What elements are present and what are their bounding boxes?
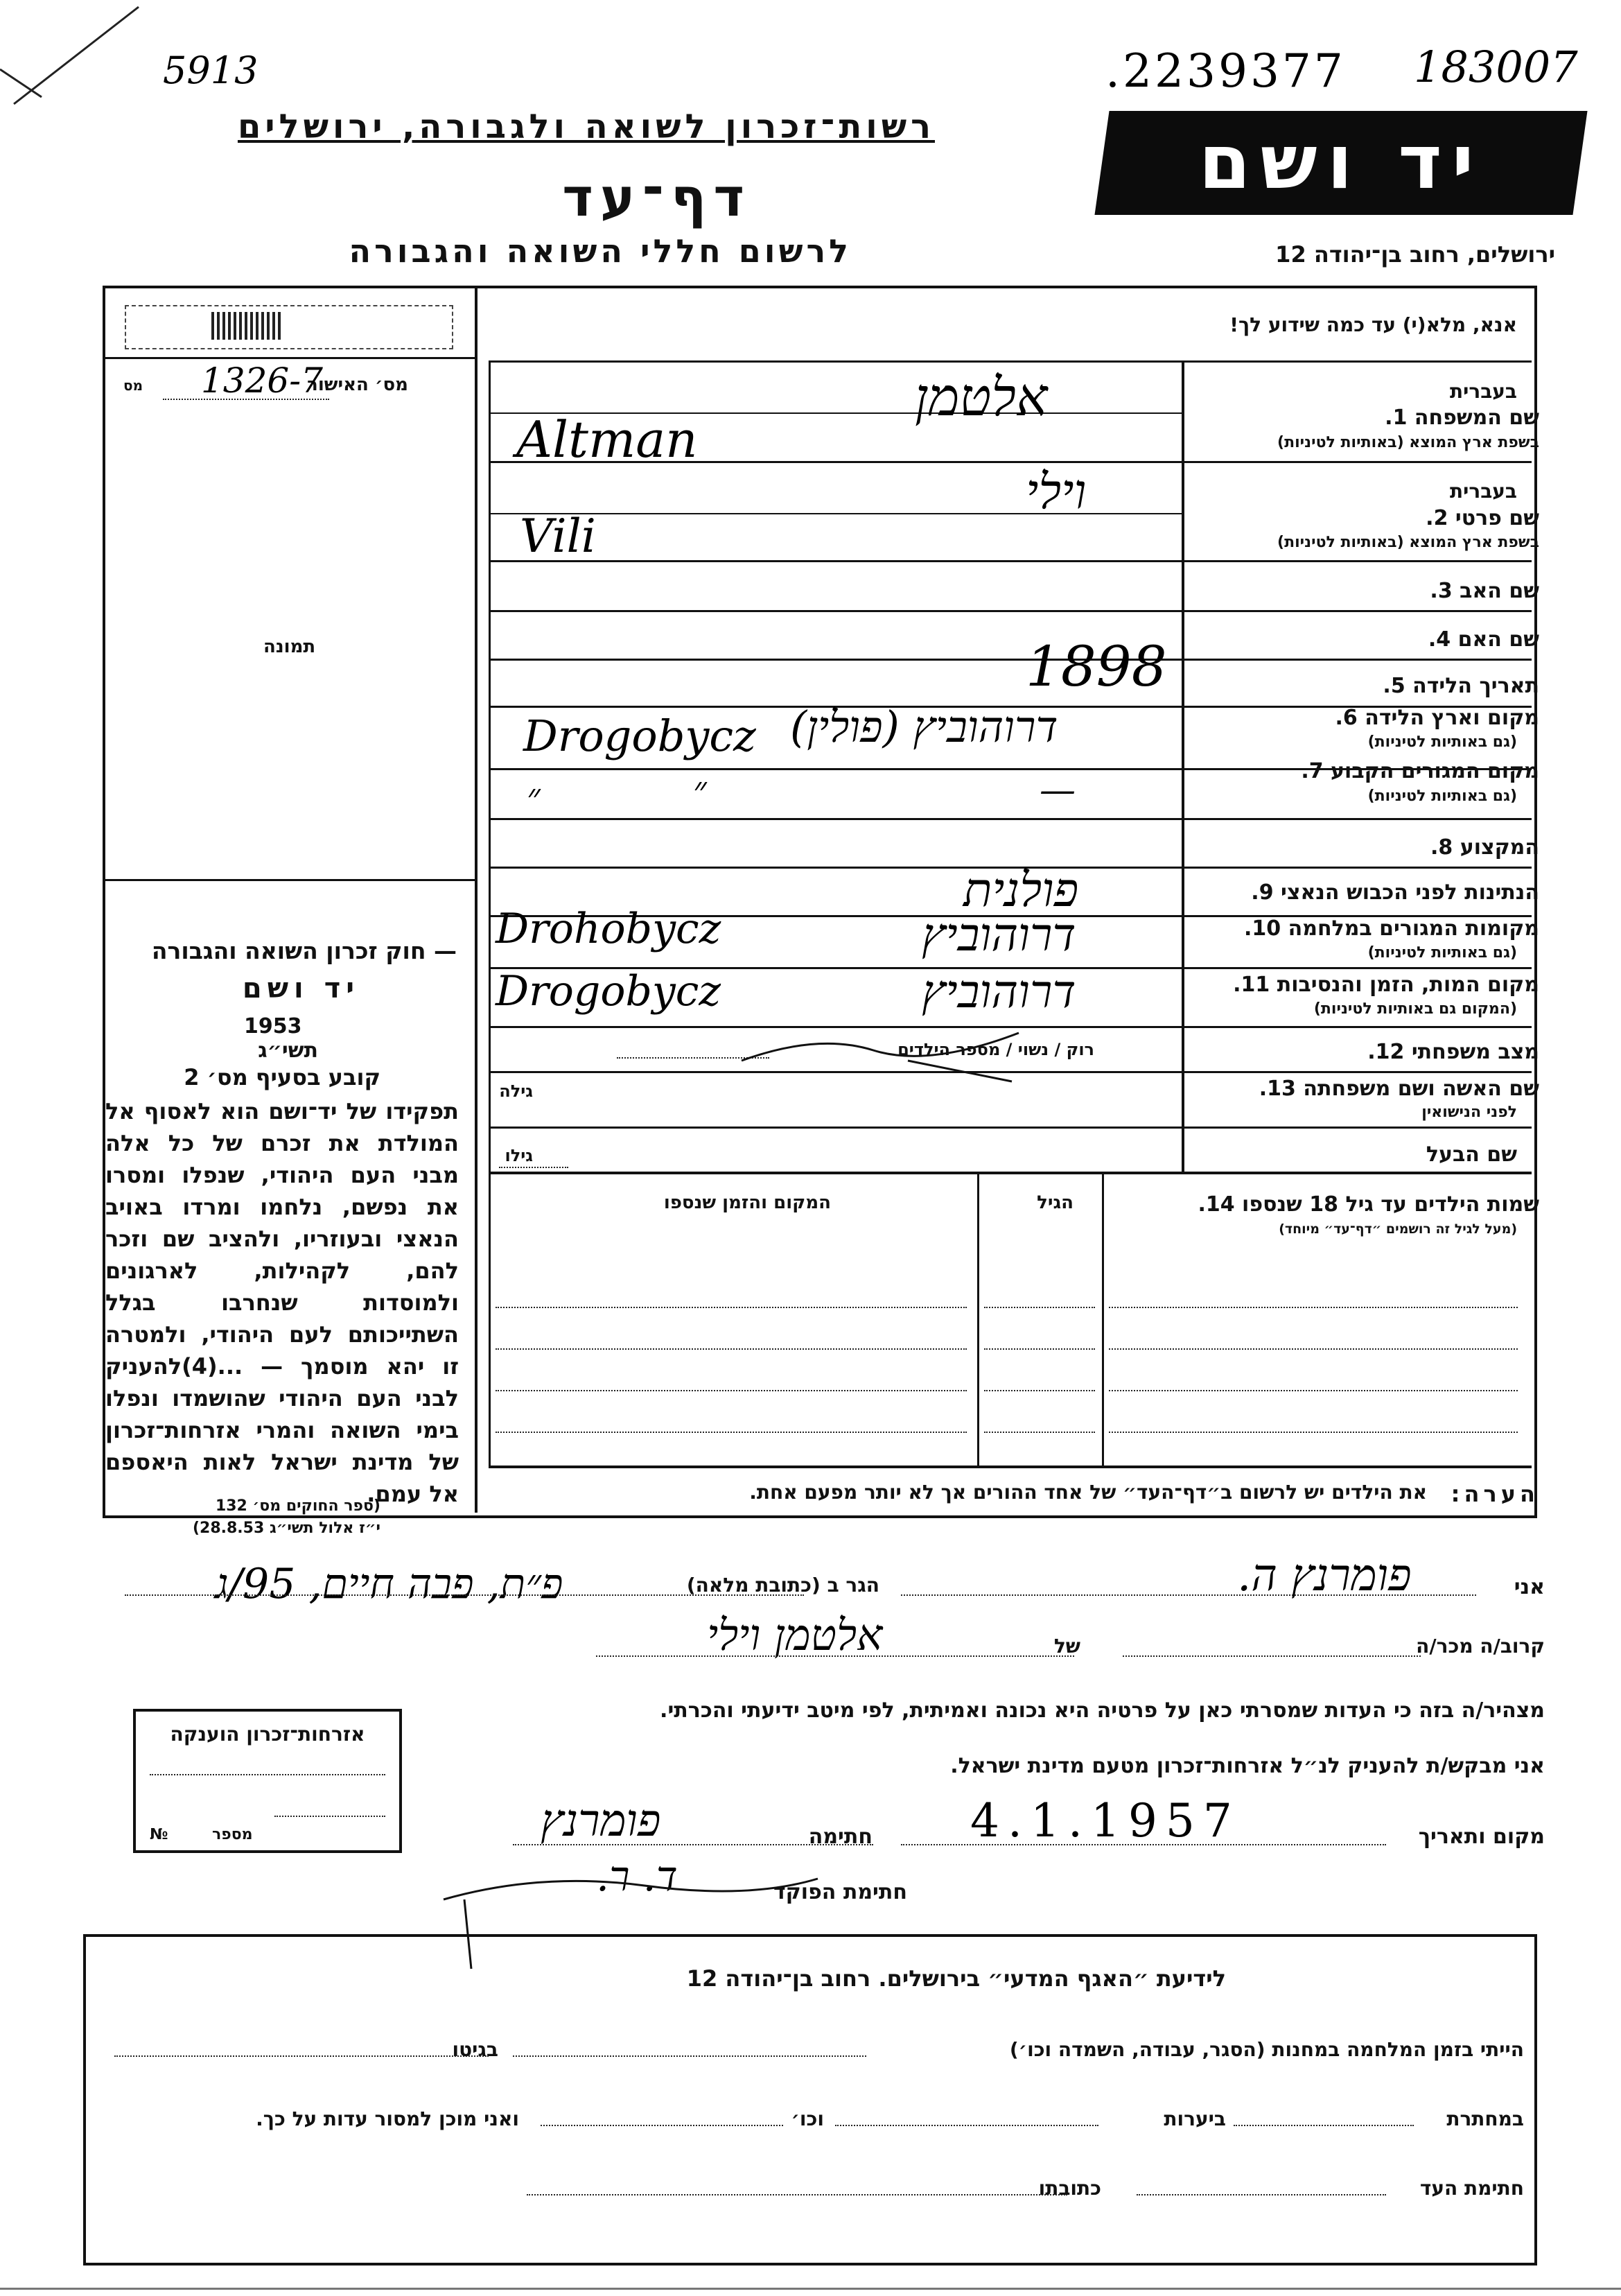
footer-line2-c: וכו׳ — [791, 2107, 824, 2130]
citizenship-stamp-box — [133, 1709, 402, 1853]
org-line: רשות־זכרון לשואה ולגבורה, ירושלים — [237, 107, 935, 146]
witness-name: פומרנץ ה. — [1237, 1550, 1412, 1601]
subtitle: לרשום חללי השואה והגבורה — [349, 232, 852, 270]
field-12: מצב משפחתי 12. — [1367, 1040, 1539, 1064]
footer-line2-a: במחתרת — [1446, 2107, 1524, 2130]
note-label: הערה: — [1451, 1481, 1539, 1507]
law-ref-2: י״ז אלול תשי״ג 28.8.53) — [192, 1520, 380, 1537]
field-2-sub: בשפת ארץ המוצא (באותיות לטיניות) — [1277, 534, 1539, 551]
officer-value: ד. ר. — [596, 1852, 678, 1901]
stamp-title: אזרחות־זכרון הוענקה — [170, 1723, 365, 1746]
address: ירושלים, רחוב בן־יהודה 12 — [1275, 241, 1555, 268]
photo-label: תמונה — [263, 636, 316, 657]
entry-residence-mark-2: ״ — [693, 769, 707, 811]
entry-death-hebrew: דרוהוביץ — [922, 965, 1076, 1018]
stamp-no-label: מספר — [212, 1826, 253, 1843]
law-name: יד ושם — [242, 973, 360, 1004]
entry-residence-dash: — — [1040, 769, 1076, 811]
col-age-header: הגיל — [1037, 1192, 1074, 1213]
barcode-marks — [211, 312, 281, 340]
entry-surname-hebrew: אלטמן — [915, 366, 1048, 428]
entry-nationality: פולנית — [963, 863, 1079, 918]
field-11-sub: (המקום גם באותיות לטיניות) — [1313, 1000, 1517, 1018]
field-11: מקום המות, הזמן והנסיבות 11. — [1233, 973, 1539, 997]
page-title: דף־עד — [562, 166, 751, 228]
footer-line2-d: ואני מוכן למסור עדות על כך. — [256, 2107, 519, 2130]
entry-wartime-latin: Drohobycz — [496, 905, 721, 953]
field-7-sub: (גם באותיות לטיניות) — [1367, 788, 1517, 805]
yad-vashem-logo — [1094, 111, 1587, 215]
law-hebyear: תשי״ג — [258, 1038, 318, 1063]
law-year: 1953 — [244, 1014, 302, 1038]
husband-label: שם הבעל — [1426, 1142, 1517, 1167]
entry-birth-place-latin: Drogobycz — [523, 711, 756, 761]
field-3: שם האב 3. — [1430, 579, 1539, 603]
corner-slash-mark — [0, 0, 166, 111]
corner-number: 5913 — [163, 49, 259, 92]
bottom-edge — [0, 2288, 1621, 2290]
signature-label: חתימה — [808, 1825, 873, 1849]
entries-left-rule — [489, 360, 491, 1172]
officer-label: חתימת הפוקד — [773, 1880, 907, 1904]
col-place-header: המקום והזמן שנספו — [663, 1192, 831, 1213]
field-6-sub: (גם באותיות לטיניות) — [1367, 733, 1517, 751]
of-label: של — [1053, 1635, 1080, 1658]
footer-line2-b: ביערות — [1164, 2107, 1226, 2130]
of-value: אלטמן וילי — [707, 1610, 883, 1660]
approval-prefix: מס — [123, 377, 143, 394]
resides-label: הגר ב (כתובת מלאה) — [686, 1574, 879, 1597]
field-8: המקצוע 8. — [1430, 835, 1539, 860]
signature-value: פומרנץ — [541, 1795, 661, 1847]
footer-line3-b: כתובתו — [1038, 2177, 1101, 2200]
document-number: .2239377 — [1105, 44, 1346, 98]
statement-2: אני מבקש/ת להעניק לנ״ל אזרחות־זכרון מטעם מדינת ישראל. — [950, 1754, 1545, 1778]
age-label-wife: גילה — [499, 1081, 533, 1101]
field-1: שם המשפחה 1. — [1385, 406, 1539, 430]
entry-death-latin: Drogobycz — [496, 967, 721, 1016]
approval-value: 1326-7 — [201, 360, 323, 401]
age-label-husband: גילו — [505, 1146, 533, 1165]
instruction: אנא, מלא(י) עד כמה שידוע לך! — [1229, 313, 1517, 336]
logo-text: יד ושם — [1198, 119, 1484, 206]
law-ref-1: (ספר החוקים מס׳ 132 — [215, 1497, 380, 1515]
field-7: מקום המגורים הקבוע 7. — [1301, 759, 1539, 783]
relative-label: קרוב/ה מכר/ה — [1416, 1635, 1545, 1658]
field-4: שם האם 4. — [1428, 627, 1539, 652]
entry-residence-mark-1: ״ — [527, 776, 541, 818]
field-6: מקום וארץ הלידה 6. — [1335, 706, 1539, 730]
footer-line3-a: חתימת העד — [1419, 2177, 1524, 2200]
entry-given-latin: Vili — [520, 510, 596, 563]
field-2: שם פרטי 2. — [1426, 506, 1539, 530]
entry-birth-place-hebrew: דרוהוביץ (פולין) — [790, 702, 1058, 752]
left-panel-divider — [475, 286, 477, 1513]
approval-label: מס׳ האישור — [307, 374, 408, 395]
marital-options: רוק / נשוי / מספר הילדים — [897, 1040, 1094, 1059]
declaration-i-label: אני — [1514, 1575, 1545, 1599]
marital-strike-mark — [735, 1019, 1026, 1095]
field-14-sub: (מעל לגיל זה רושמים ״דף־עד״ מיוחד) — [1279, 1221, 1517, 1237]
field-1-sub: בשפת ארץ המוצא (באותיות לטיניות) — [1277, 434, 1539, 451]
barcode-box — [125, 305, 453, 349]
field-13: שם האשה ושם משפחתה 13. — [1259, 1077, 1539, 1101]
witness-address: פ״ת, פבה חיים, 95/ג — [215, 1560, 563, 1608]
field-label-separator — [1182, 360, 1184, 1172]
entry-given-hebrew: וילי — [1026, 463, 1087, 520]
entry-wartime-hebrew: דרוהוביץ — [922, 908, 1076, 962]
place-date-label: מקום ותאריך — [1418, 1825, 1545, 1849]
field-13-sub: לפני הנישואין — [1421, 1104, 1517, 1121]
field-10: מקומות המגורים במלחמה 10. — [1244, 916, 1539, 941]
field-14: שמות הילדים עד גיל 18 שנספו 14. — [1198, 1192, 1539, 1217]
footer-line1-b: בגיטו — [452, 2038, 498, 2061]
law-body: תפקידו של יד־ושם הוא לאסוף אל המולדת את זכרם של כל אלה מבני העם היהודי, שנפלו ומסרו את נפשם, נלחמו ומרדו באויב הנאצי ובעוזריו, ולהציב שם וזכר להם, לקהילות, לארגונים ולמוסדות שנחרבו בגלל השתייכותם לעם היהודי, ולמטרה זו יהא מוסמך — ...(4)להעניק לבני העם היהודי שהושמדו ונפלו בימי השואה והמרי אזרחות־זכרון של מדינת ישראל לאות היאספם אל עמם. — [105, 1098, 459, 1507]
entry-birth-year: 1898 — [1026, 634, 1167, 699]
hebrew-label-2: בעברית — [1449, 480, 1517, 503]
hebrew-label-1: בעברית — [1449, 380, 1517, 403]
law-clause: קובע בסעיף מס׳ 2 — [184, 1064, 380, 1090]
field-5: תאריך הלידה 5. — [1383, 674, 1539, 698]
date-value: 4.1.1957 — [970, 1794, 1241, 1847]
footer-line1-a: הייתי בזמן המלחמה במחנות (הסגר, עבודה, השמדה וכו׳) — [1009, 2038, 1524, 2061]
stamp-no-sign: № — [150, 1826, 168, 1843]
statement-1: מצהיר/ה בזה כי העדות שמסרתי כאן על פרטיה היא נכונה ואמיתית, לפי מיטב ידיעתי והכרתי. — [660, 1698, 1545, 1723]
document-number-2: 183007 — [1414, 42, 1578, 92]
footer-attention: לידיעת ״האגף המדעי״ בירושלים. רחוב בן־יהודה 12 — [686, 1965, 1226, 1992]
entry-surname-latin: Altman — [516, 410, 698, 469]
field-10-sub: (גם באותיות לטיניות) — [1367, 944, 1517, 962]
note-text: את הילדים יש לרשום ב״דף־העד״ של אחד ההורים אך לא יותר מפעם אחת. — [749, 1481, 1427, 1504]
field-9: הנתינות לפני הכבוש הנאצי 9. — [1251, 880, 1539, 905]
law-title: — חוק זכרון השואה והגבורה — [151, 937, 457, 964]
